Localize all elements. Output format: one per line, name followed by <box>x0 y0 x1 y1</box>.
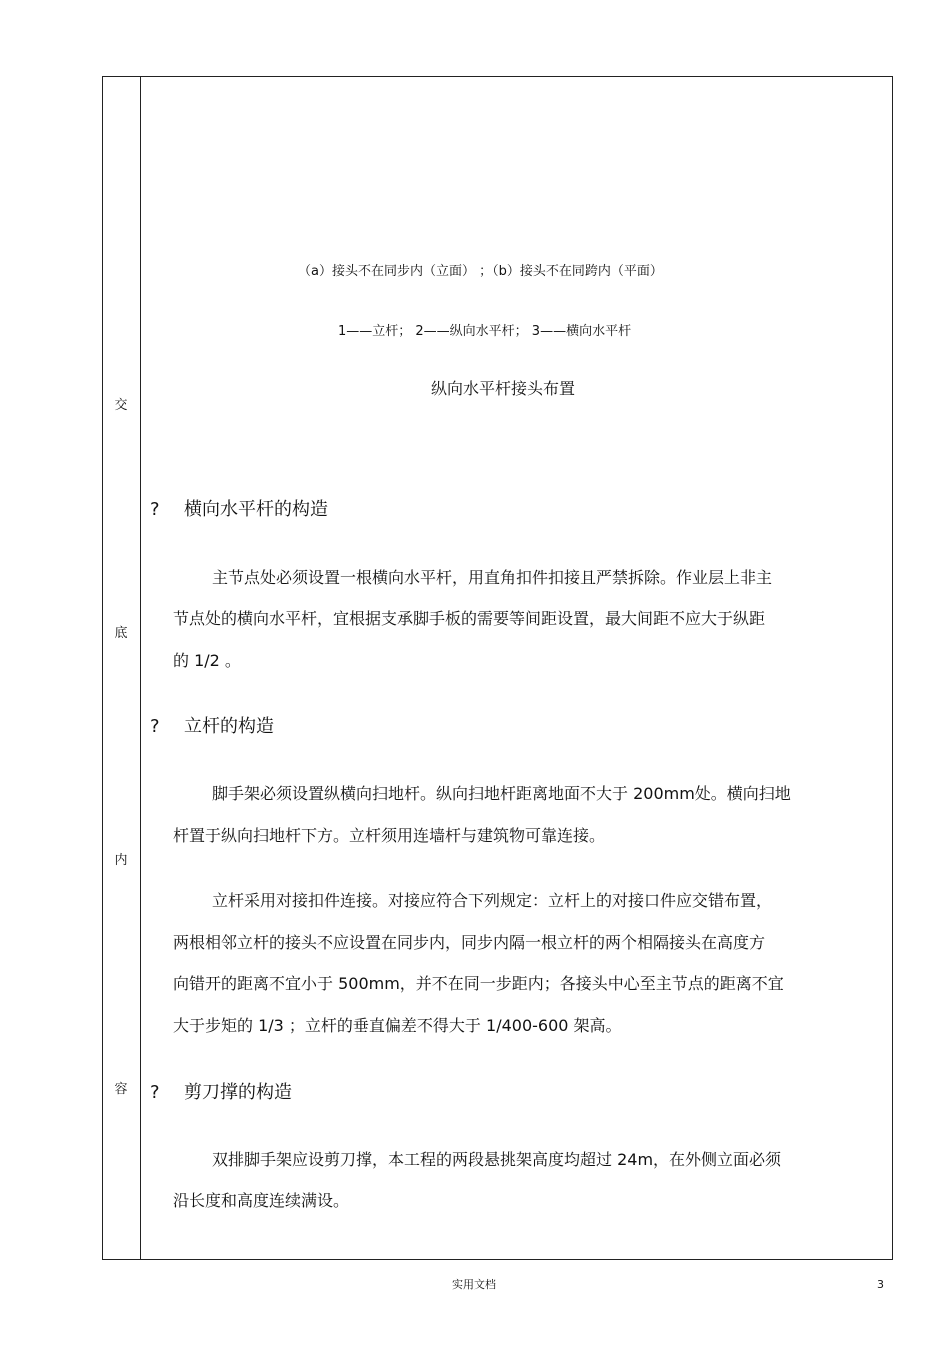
figure-caption-legend: 1——立杆； 2——纵向水平杆； 3——横向水平杆 <box>338 324 632 339</box>
paragraph-line: 脚手架必须设置纵横向扫地杆。纵向扫地杆距离地面不大于 200mm处。横向扫地 <box>212 784 791 803</box>
paragraph-line: 节点处的横向水平杆，宜根据支承脚手板的需要等间距设置，最大间距不应大于纵距 <box>173 609 766 628</box>
section-heading: 立杆的构造 <box>184 716 274 737</box>
column-divider <box>140 76 141 1260</box>
paragraph-line: 沿长度和高度连续满设。 <box>173 1191 350 1210</box>
paragraph-line: 的 1/2 。 <box>173 651 241 670</box>
paragraph-line: 主节点处必须设置一根横向水平杆，用直角扣件扣接且严禁拆除。作业层上非主 <box>212 568 773 587</box>
section-bullet: ? <box>150 1082 160 1103</box>
paragraph-line: 立杆采用对接扣件连接。对接应符合下列规定：立杆上的对接口件应交错布置， <box>212 891 773 910</box>
page-number: 3 <box>877 1278 884 1291</box>
footer-label: 实用文档 <box>452 1278 496 1291</box>
section-bullet: ? <box>150 716 160 737</box>
figure-caption-views: （a）接头不在同步内（立面） ；（b）接头不在同跨内（平面） <box>298 264 663 279</box>
side-label-char-4: 容 <box>114 1082 128 1097</box>
figure-title: 纵向水平杆接头布置 <box>431 379 576 398</box>
section-bullet: ? <box>150 499 160 520</box>
paragraph-line: 双排脚手架应设剪刀撑，本工程的两段悬挑架高度均超过 24m，在外侧立面必须 <box>212 1150 782 1169</box>
paragraph-line: 杆置于纵向扫地杆下方。立杆须用连墙杆与建筑物可靠连接。 <box>173 826 606 845</box>
paragraph-line: 两根相邻立杆的接头不应设置在同步内，同步内隔一根立杆的两个相隔接头在高度方 <box>173 933 766 952</box>
side-label-char-1: 交 <box>114 398 128 413</box>
paragraph-line: 大于步矩的 1/3 ；立杆的垂直偏差不得大于 1/400-600 架高。 <box>173 1016 622 1035</box>
paragraph-line: 向错开的距离不宜小于 500mm，并不在同一步距内；各接头中心至主节点的距离不宜 <box>173 974 784 993</box>
side-label-char-2: 底 <box>114 626 128 641</box>
section-heading: 剪刀撑的构造 <box>184 1082 292 1103</box>
side-label-char-3: 内 <box>114 853 128 868</box>
section-heading: 横向水平杆的构造 <box>184 499 328 520</box>
